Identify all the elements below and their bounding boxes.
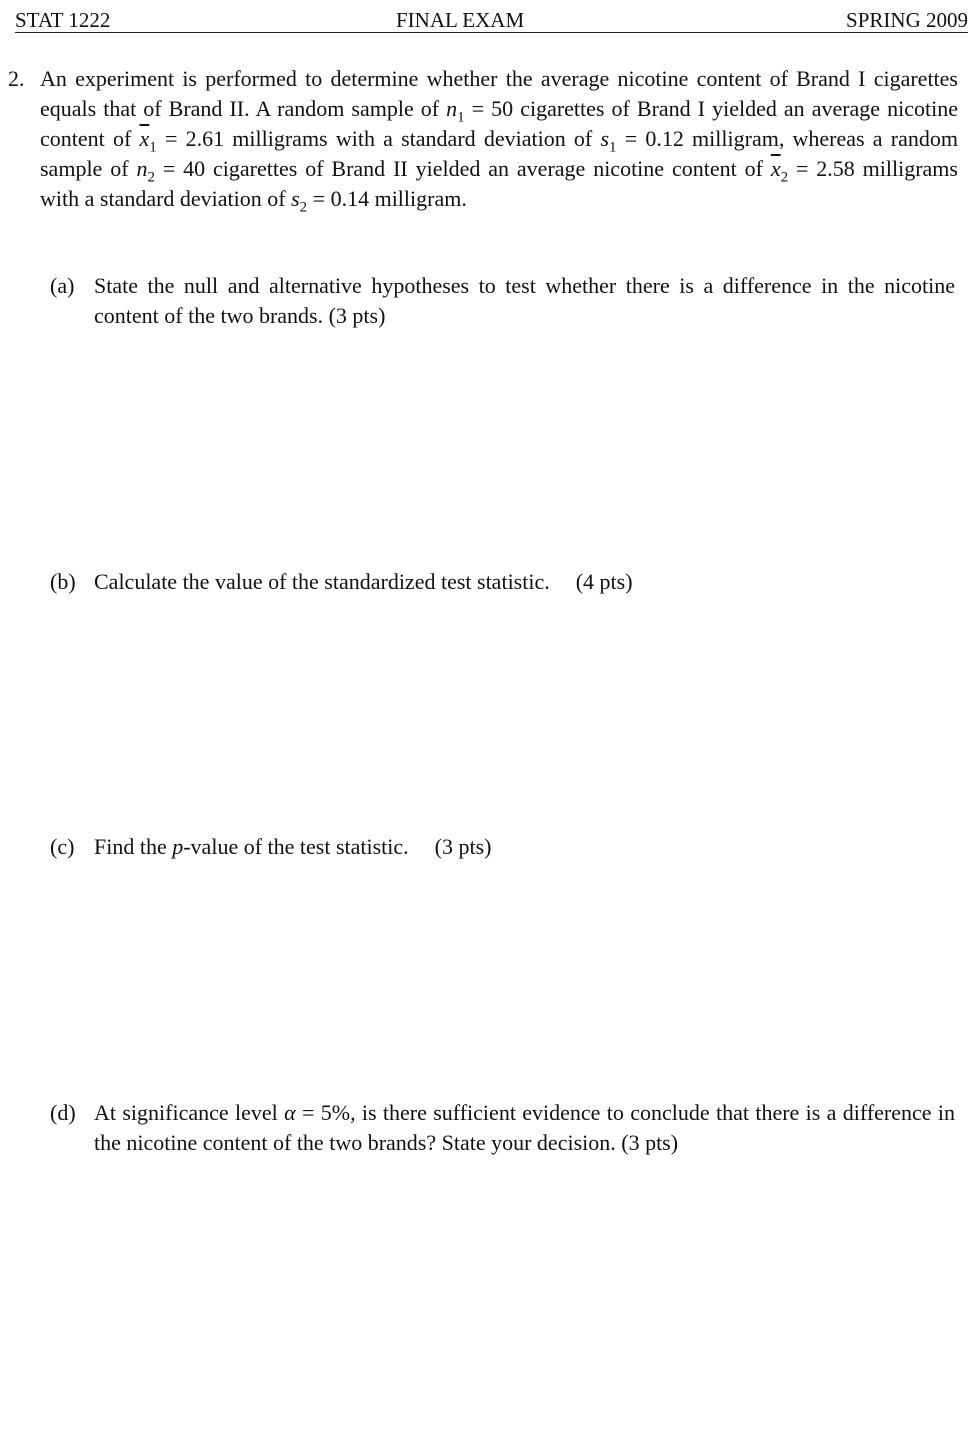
- math-sub: 1: [609, 139, 617, 156]
- math-var: n: [136, 156, 148, 181]
- problem-text-segment: = 0.12 milligram, whereas a random sample of: [40, 126, 958, 181]
- math-s1: [600, 126, 617, 156]
- part-text-segment: Calculate the value of the standardized test statistic.: [94, 569, 550, 594]
- question-part-b: [50, 567, 955, 597]
- part-text: State the null and alternative hypotheses to test whether there is a difference in the nicotine content of the two brands. (3 pts): [94, 273, 955, 328]
- exam-term: SPRING 2009: [846, 8, 968, 32]
- problem-text-segment: = 2.61 milligrams with a standard deviation of: [156, 126, 601, 151]
- math-n1: [446, 96, 465, 126]
- problem-text-segment: = 50 cigarettes of Brand I yielded an average nicotine content of: [40, 96, 958, 151]
- math-sub: 1: [457, 109, 465, 126]
- page-header: [15, 6, 968, 33]
- problem-text-segment: = 40 cigarettes of Brand II yielded an average nicotine content of: [154, 156, 771, 181]
- part-text-segment: Find the: [94, 834, 173, 859]
- math-sub: 1: [149, 139, 157, 156]
- math-sub: 2: [299, 199, 308, 216]
- part-text: [94, 1098, 955, 1158]
- part-label: (c): [50, 834, 75, 859]
- part-label: (a): [50, 273, 75, 298]
- math-alpha: α: [284, 1100, 296, 1125]
- question-part-a: [50, 271, 955, 331]
- math-n2: [136, 156, 155, 186]
- points-label: (3 pts): [434, 834, 492, 859]
- math-sub: 2: [147, 169, 155, 186]
- part-text-segment: = 5%, is there sufficient evidence to conclude that there is a difference in the nicotine content of the two brands? State your decision. (3 pts): [94, 1100, 955, 1155]
- math-var: s: [600, 126, 610, 151]
- part-label: (d): [50, 1100, 76, 1125]
- math-var: s: [291, 186, 300, 211]
- exam-title: FINAL EXAM: [396, 8, 525, 32]
- points-label: (4 pts): [575, 569, 633, 594]
- problem-number: 2.: [8, 66, 25, 91]
- math-s2: [291, 186, 308, 216]
- question-part-d: [50, 1098, 955, 1158]
- math-var: $\overline{x}$: [139, 126, 150, 151]
- part-text-segment: -value of the test statistic.: [183, 834, 409, 859]
- part-text: [94, 567, 955, 597]
- math-var: $\overline{x}$: [770, 156, 781, 181]
- math-sub: 2: [780, 169, 789, 186]
- course-code: STAT 1222: [15, 8, 111, 32]
- problem-text-segment: = 0.14 milligram.: [307, 186, 467, 211]
- part-label: (b): [50, 569, 76, 594]
- problem-statement: [8, 64, 958, 214]
- question-part-c: [50, 832, 955, 862]
- math-p: p: [172, 834, 184, 859]
- problem-text-segment: = 2.58 milligrams with a standard deviation of: [40, 156, 958, 211]
- math-x1bar: [140, 126, 150, 151]
- part-text-segment: At significance level: [94, 1100, 285, 1125]
- problem-text: [40, 64, 958, 214]
- part-text: [94, 832, 955, 862]
- math-var: n: [446, 96, 458, 121]
- problem-text-segment: An experiment is performed to determine whether the average nicotine content of Brand I cigarettes equals that of Brand II. A random sample of: [40, 66, 958, 121]
- math-x2bar: [771, 156, 781, 181]
